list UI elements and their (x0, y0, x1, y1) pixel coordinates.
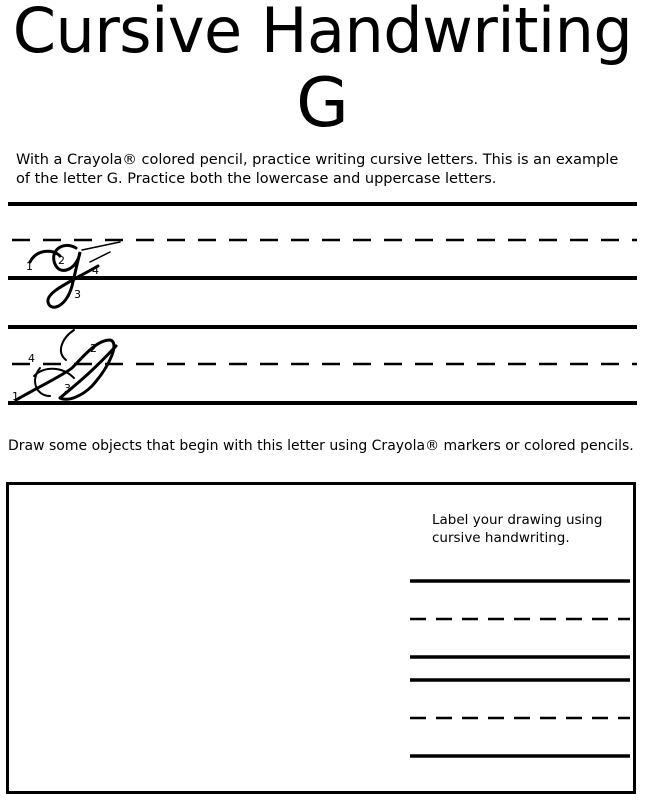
practice-lines (0, 190, 645, 420)
practice-instructions: With a Crayola® colored pencil, practice writing cursive letters. This is an example of the letter G. Practice both the lowercase and uppercase letters. (16, 152, 619, 187)
uppercase-stroke-4: 4 (28, 352, 35, 365)
uppercase-stroke-3: 3 (64, 382, 71, 395)
lowercase-stroke-1: 1 (26, 260, 33, 273)
label-instructions: Label your drawing using cursive handwriting. (432, 512, 603, 546)
lowercase-stroke-3: 3 (74, 288, 81, 301)
lowercase-stroke-2: 2 (58, 254, 65, 267)
lowercase-stroke-4: 4 (92, 264, 99, 277)
drawing-instructions: Draw some objects that begin with this letter using Crayola® markers or colored pencils. (8, 438, 634, 454)
uppercase-stroke-1: 1 (12, 390, 19, 403)
page-title: Cursive Handwriting (12, 0, 633, 67)
uppercase-stroke-2: 2 (90, 342, 97, 355)
label-writing-lines (405, 570, 635, 770)
featured-letter: G (296, 64, 349, 143)
